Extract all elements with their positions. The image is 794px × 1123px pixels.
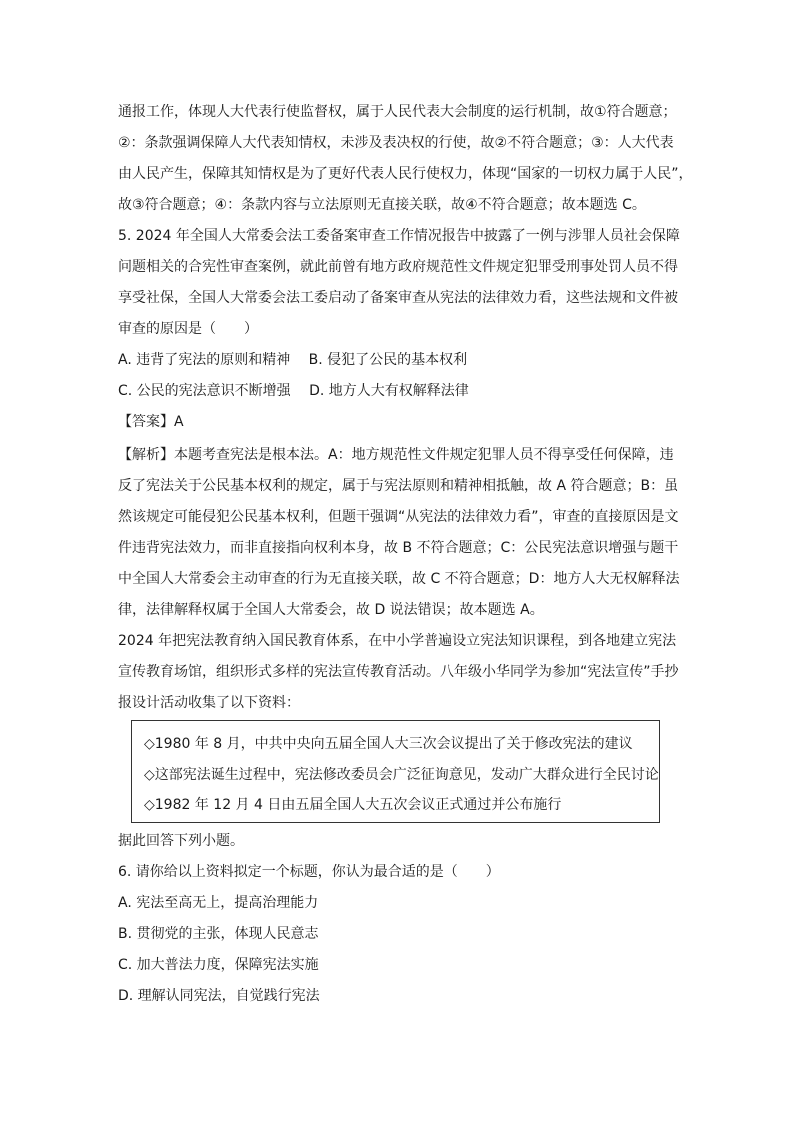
q5-stem-line-1: 5. 2024 年全国人大常委会法工委备案审查工作情况报告中披露了一例与涉罪人员社会保障 — [118, 228, 680, 244]
q5-stem-line-4: 审查的原因是（ ） — [118, 321, 258, 337]
q5-analysis-line-1: 【解析】本题考查宪法是根本法。A：地方规范性文件规定犯罪人员不得享受任何保障，违 — [118, 447, 674, 463]
material-item-2: ◇这部宪法诞生过程中，宪法修改委员会广泛征询意见，发动广大群众进行全民讨论 — [144, 767, 659, 783]
material-intro-line-1: 2024 年把宪法教育纳入国民教育体系，在中小学普遍设立宪法知识课程，到各地建立宪法 — [118, 633, 677, 649]
q5-options-row-2: C. 公民的宪法意识不断增强 D. 地方人大有权解释法律 — [118, 383, 469, 399]
material-box — [131, 720, 660, 823]
q5-analysis-line-2: 反了宪法关于公民基本权利的规定，属于与宪法原则和精神相抵触，故 A 符合题意；B：虽 — [118, 478, 679, 494]
q6-stem: 6. 请你给以上资料拟定一个标题，你认为最合适的是（ ） — [118, 864, 500, 880]
prev-explanation-line-4: 故③符合题意；④：条款内容与立法原则无直接关联，故④不符合题意；故本题选 C。 — [118, 197, 646, 213]
q5-analysis-line-3: 然该规定可能侵犯公民基本权利，但题干强调“从宪法的法律效力看”，审查的直接原因是文 — [118, 509, 679, 525]
q5-stem-line-3: 享受社保，全国人大常委会法工委启动了备案审查从宪法的法律效力看，这些法规和文件被 — [118, 290, 678, 306]
material-item-1: ◇1980 年 8 月，中共中央向五届全国人大三次会议提出了关于修改宪法的建议 — [144, 736, 633, 752]
q6-option-a: A. 宪法至高无上，提高治理能力 — [118, 895, 319, 911]
q5-answer: 【答案】A — [118, 414, 184, 430]
prev-explanation-line-2: ②：条款强调保障人大代表知情权，未涉及表决权的行使，故②不符合题意；③：人大代表 — [118, 135, 674, 151]
material-intro-line-2: 宣传教育场馆，组织形式多样的宪法宣传教育活动。八年级小华同学为参加“宪法宣传”手抄 — [118, 664, 679, 680]
material-intro-line-3: 报设计活动收集了以下资料： — [118, 695, 300, 711]
q6-option-c: C. 加大普法力度，保障宪法实施 — [118, 957, 319, 973]
q5-analysis-line-5: 中全国人大常委会主动审查的行为无直接关联，故 C 不符合题意；D：地方人大无权解释法 — [118, 571, 680, 587]
q6-option-b: B. 贯彻党的主张，体现人民意志 — [118, 926, 319, 942]
material-item-3: ◇1982 年 12 月 4 日由五届全国人大五次会议正式通过并公布施行 — [144, 797, 562, 813]
q5-options-row-1: A. 违背了宪法的原则和精神 B. 侵犯了公民的基本权利 — [118, 352, 468, 368]
q5-analysis-line-4: 件违背宪法效力，而非直接指向权利本身，故 B 不符合题意；C：公民宪法意识增强与题干 — [118, 540, 679, 556]
prev-explanation-line-1: 通报工作，体现人大代表行使监督权，属于人民代表大会制度的运行机制，故①符合题意； — [118, 104, 677, 120]
q5-analysis-line-6: 律，法律解释权属于全国人大常委会，故 D 说法错误；故本题选 A。 — [118, 602, 544, 618]
prev-explanation-line-3: 由人民产生，保障其知情权是为了更好代表人民行使权力，体现“国家的一切权力属于人民”， — [118, 166, 693, 182]
q5-stem-line-2: 问题相关的合宪性审查案例，就此前曾有地方政府规范性文件规定犯罪受刑事处罚人员不得 — [118, 259, 678, 275]
material-after: 据此回答下列小题。 — [118, 833, 244, 849]
q6-option-d: D. 理解认同宪法，自觉践行宪法 — [118, 988, 320, 1004]
